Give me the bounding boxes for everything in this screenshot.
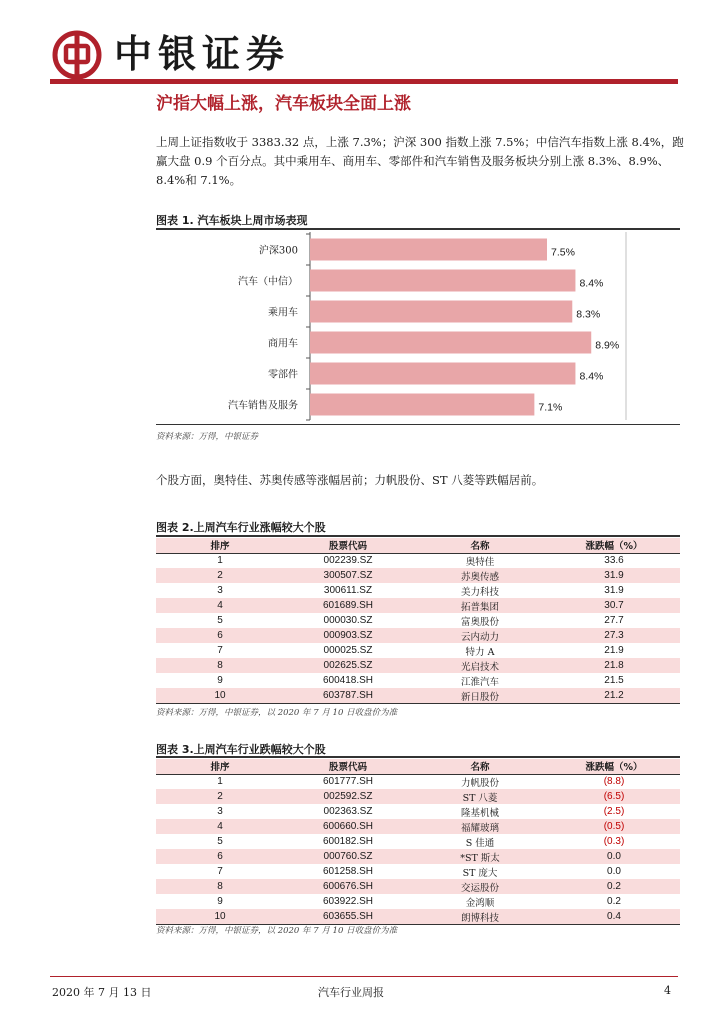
cell-code: 300611.SZ	[323, 585, 373, 596]
cell-code: 300507.SZ	[284, 568, 412, 583]
category-label: 汽车（中信）	[238, 276, 298, 288]
cell-code: 601777.SH	[322, 776, 374, 788]
data-label: 8.3%	[576, 308, 601, 321]
cell-rank: 10	[156, 909, 284, 924]
cell-change: (2.5)	[603, 806, 625, 817]
cell-code: 000903.SZ	[284, 628, 412, 643]
cell-change: 0.0	[607, 866, 621, 877]
cell-name: 苏奥传感	[412, 568, 548, 583]
cell-name: 力帆股份	[460, 777, 499, 789]
table-row	[156, 658, 680, 673]
table-row	[156, 583, 680, 598]
col-code: 股票代码	[284, 759, 412, 774]
footer-report-name: 汽车行业周报	[318, 986, 384, 999]
cell-name: 美力科技	[460, 586, 499, 598]
cell-name: 新日股份	[412, 688, 548, 703]
table-row	[156, 673, 680, 688]
cell-rank: 1	[217, 555, 223, 567]
cell-rank: 5	[217, 615, 223, 626]
cell-name: 交运股份	[412, 879, 548, 894]
bar	[310, 363, 575, 385]
table-row	[156, 688, 680, 703]
cell-rank: 1	[217, 776, 223, 788]
cell-code: 002625.SZ	[284, 658, 412, 673]
bar	[310, 332, 591, 354]
category-label: 沪深300	[258, 245, 298, 257]
table2-title-rule	[156, 535, 680, 537]
cell-change: 31.9	[548, 568, 680, 583]
cell-name: 光启技术	[412, 658, 548, 673]
col-rank: 排序	[156, 538, 284, 553]
data-label: 8.4%	[579, 370, 604, 383]
table3-title-rule	[156, 756, 680, 758]
cell-code: 603922.SH	[322, 896, 374, 907]
data-label: 7.5%	[551, 246, 575, 259]
cell-rank: 6	[156, 849, 284, 864]
chart1-plot	[156, 230, 680, 422]
cell-name: 奥特佳	[465, 556, 495, 568]
cell-change: (8.8)	[603, 776, 625, 788]
cell-change: 21.8	[548, 658, 680, 673]
cell-code: 000030.SZ	[323, 615, 373, 626]
section-title: 沪指大幅上涨，汽车板块全面上涨	[156, 94, 411, 114]
table-row	[156, 553, 680, 568]
cell-name: 金鸿顺	[465, 897, 495, 909]
table-row	[156, 864, 680, 879]
table-row	[156, 909, 680, 924]
stocks-paragraph: 个股方面，奥特佳、苏奥传感等涨幅居前；力帆股份、ST 八菱等跌幅居前。	[156, 473, 544, 487]
table-row	[156, 879, 680, 894]
cell-code: 601689.SH	[284, 598, 412, 613]
cell-name: 富奥股份	[460, 616, 499, 628]
chart1-title: 图表 1. 汽车板块上周市场表现	[156, 214, 308, 227]
data-label: 8.4%	[579, 277, 604, 290]
table3-source: 资料来源：万得，中银证券，以 2020 年 7 月 10 日收盘价为准	[156, 926, 398, 936]
brand-name: 中银证券	[114, 32, 291, 76]
bar	[310, 239, 547, 261]
table-row	[156, 834, 680, 849]
cell-code: 000760.SZ	[284, 849, 412, 864]
cell-name: 云内动力	[412, 628, 548, 643]
col-change: 涨跌幅（%）	[548, 759, 680, 774]
header-rule	[50, 79, 678, 84]
cell-change: 27.3	[548, 628, 680, 643]
chart1-source: 资料来源：万得，中银证券	[156, 432, 259, 442]
table2-title: 图表 2.上周汽车行业涨幅较大个股	[156, 521, 326, 534]
bar	[310, 394, 534, 416]
page-number: 4	[664, 984, 671, 997]
cell-change: (0.3)	[603, 836, 625, 847]
cell-code: 002592.SZ	[284, 789, 412, 804]
cell-code: 002239.SZ	[323, 555, 373, 567]
cell-rank: 9	[217, 675, 223, 686]
bar	[310, 301, 572, 323]
cell-change: 0.2	[548, 879, 680, 894]
cell-name: ST 八菱	[412, 789, 548, 804]
col-rank: 排序	[156, 759, 284, 774]
cell-name: 江淮汽车	[460, 676, 499, 688]
cell-name: 拓普集团	[412, 598, 548, 613]
footer-rule	[50, 976, 678, 977]
category-label: 零部件	[268, 369, 298, 381]
cell-rank: 7	[217, 866, 223, 877]
cell-name: 福耀玻璃	[412, 819, 548, 834]
cell-change: 27.7	[604, 615, 624, 626]
cell-name: 隆基机械	[460, 807, 499, 819]
cell-rank: 6	[156, 628, 284, 643]
cell-change: (6.5)	[548, 789, 680, 804]
cell-change: 0.4	[548, 909, 680, 924]
cell-rank: 10	[156, 688, 284, 703]
summary-paragraph: 上周上证指数收于 3383.32 点，上涨 7.3%；沪深 300 指数上涨 7.5%；中信汽车指数上涨 8.4%，跑赢大盘 0.9 个百分点。其中乘用车、商用车、零部件和汽车销售及服务板块分别上涨 8.3%、8.9%、8.4%和 7.1%。	[156, 135, 684, 187]
table3-title: 图表 3.上周汽车行业跌幅较大个股	[156, 743, 326, 756]
table-row	[156, 643, 680, 658]
cell-change: 30.7	[548, 598, 680, 613]
cell-code: 600660.SH	[284, 819, 412, 834]
category-label: 商用车	[268, 338, 298, 350]
cell-code: 603655.SH	[284, 909, 412, 924]
cell-change: 21.9	[604, 645, 624, 656]
col-name: 名称	[412, 759, 548, 774]
col-code: 股票代码	[284, 538, 412, 553]
cell-change: 31.9	[604, 585, 624, 596]
cell-rank: 9	[217, 896, 223, 907]
cell-rank: 3	[217, 585, 223, 596]
cell-name: ST 庞大	[462, 867, 498, 879]
cell-code: 600182.SH	[322, 836, 374, 847]
table-row	[156, 804, 680, 819]
table-row	[156, 789, 680, 804]
cell-code: 600676.SH	[284, 879, 412, 894]
table-row	[156, 774, 680, 789]
cell-change: 21.2	[548, 688, 680, 703]
cell-rank: 8	[156, 658, 284, 673]
cell-name: 朗博科技	[412, 909, 548, 924]
bank-logo-icon	[52, 30, 102, 80]
bar	[310, 270, 575, 292]
table-row	[156, 819, 680, 834]
table-row	[156, 849, 680, 864]
footer-date: 2020 年 7 月 13 日	[52, 986, 152, 999]
cell-rank: 2	[156, 789, 284, 804]
cell-change: 0.0	[548, 849, 680, 864]
cell-code: 000025.SZ	[323, 645, 373, 656]
chart1-bottom-rule	[156, 424, 680, 425]
table2-bottom-rule	[156, 703, 680, 704]
cell-name: S 佳通	[465, 837, 495, 849]
data-label: 8.9%	[595, 339, 620, 352]
cell-code: 603787.SH	[284, 688, 412, 703]
cell-rank: 2	[156, 568, 284, 583]
cell-code: 600418.SH	[322, 675, 374, 686]
cell-rank: 7	[217, 645, 223, 656]
data-label: 7.1%	[538, 401, 563, 414]
table-row	[156, 568, 680, 583]
cell-name: 特力 A	[465, 646, 495, 658]
cell-change: (0.5)	[548, 819, 680, 834]
cell-change: 0.2	[607, 896, 621, 907]
cell-code: 002363.SZ	[323, 806, 373, 817]
col-name: 名称	[412, 538, 548, 553]
category-label: 汽车销售及服务	[228, 400, 298, 412]
table-row	[156, 598, 680, 613]
cell-rank: 4	[156, 819, 284, 834]
cell-rank: 5	[217, 836, 223, 847]
cell-rank: 3	[217, 806, 223, 817]
table-row	[156, 628, 680, 643]
col-change: 涨跌幅（%）	[548, 538, 680, 553]
table-row	[156, 613, 680, 628]
cell-name: *ST 斯太	[412, 849, 548, 864]
gainers-table	[156, 538, 680, 703]
category-label: 乘用车	[268, 307, 298, 319]
table-row	[156, 894, 680, 909]
cell-change: 21.5	[604, 675, 624, 686]
cell-code: 601258.SH	[322, 866, 374, 877]
cell-rank: 4	[156, 598, 284, 613]
table2-source: 资料来源：万得，中银证券，以 2020 年 7 月 10 日收盘价为准	[156, 708, 398, 718]
cell-rank: 8	[156, 879, 284, 894]
cell-change: 33.6	[604, 555, 624, 567]
losers-table	[156, 759, 680, 924]
